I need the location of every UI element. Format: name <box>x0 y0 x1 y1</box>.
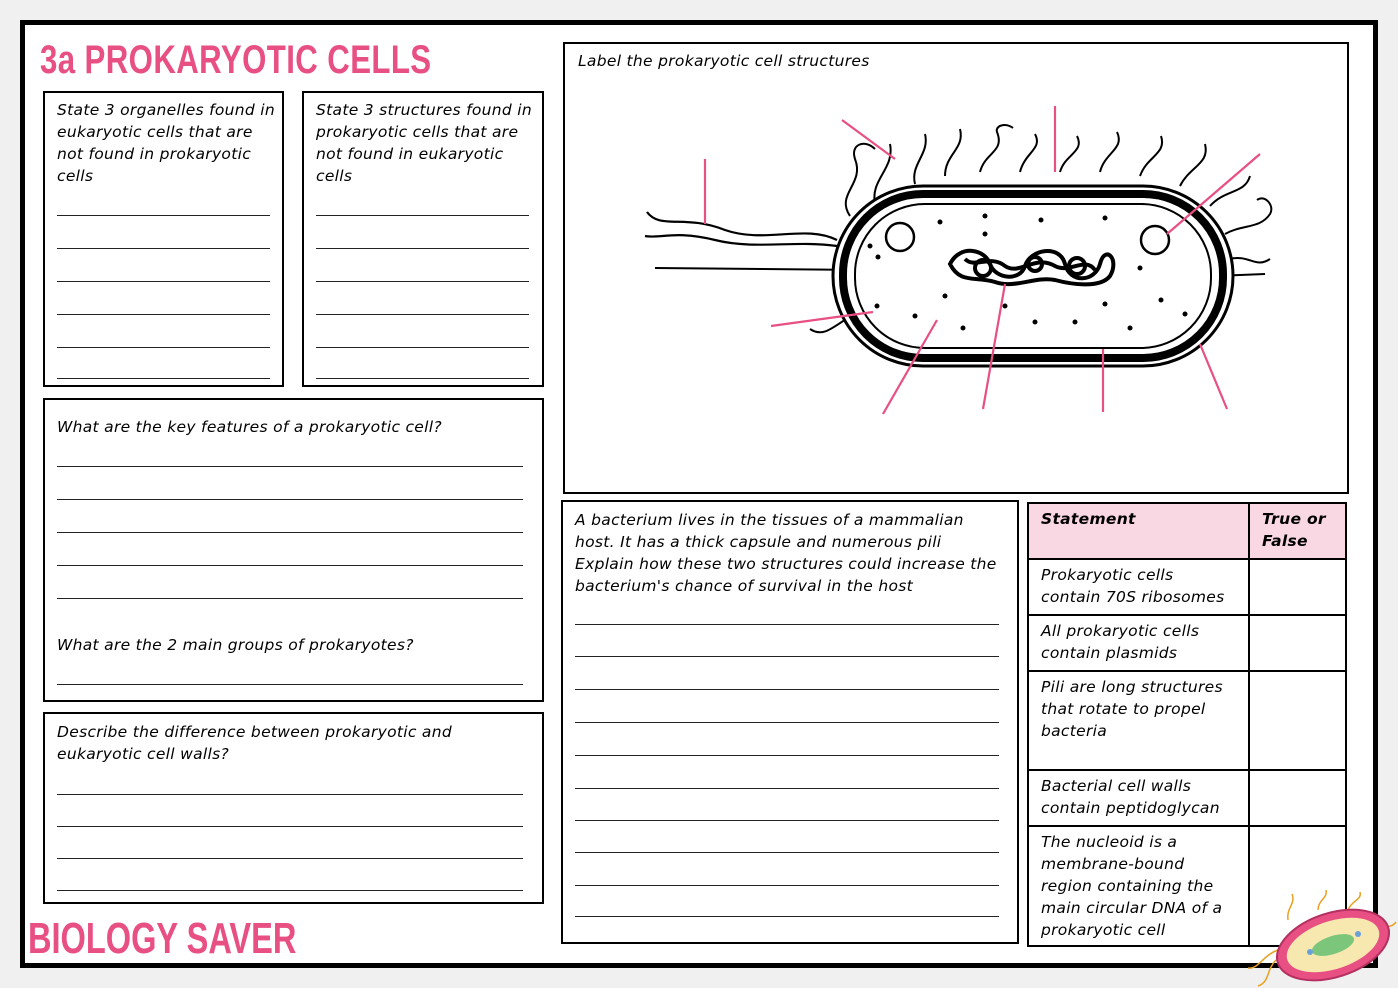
answer-line[interactable] <box>316 215 529 216</box>
features-question-box <box>43 398 544 702</box>
answer-line[interactable] <box>57 598 523 599</box>
bacterium-prompt: A bacterium lives in the tissues of a mammalian host. It has a thick capsule and numerous pili Explain how these two structures could increase the bacterium's chance of survival in the host <box>575 511 997 595</box>
answer-line[interactable] <box>316 314 529 315</box>
features-prompt: What are the key features of a prokaryotic cell? <box>57 418 442 436</box>
answer-line[interactable] <box>57 215 270 216</box>
answer-line[interactable] <box>575 689 999 690</box>
answer-line[interactable] <box>57 890 523 891</box>
answer-line[interactable] <box>575 656 999 657</box>
answer-cell[interactable] <box>1249 615 1346 671</box>
answer-line[interactable] <box>575 722 999 723</box>
answer-line[interactable] <box>575 852 999 853</box>
plasmid <box>886 223 914 251</box>
answer-cell[interactable] <box>1249 671 1346 770</box>
true-false-header: True or False <box>1249 503 1346 559</box>
answer-cell[interactable] <box>1249 770 1346 826</box>
prokaryotic-cell-diagram <box>565 44 1347 492</box>
brand-logo: BIOLOGY SAVER <box>28 914 297 963</box>
page-title: 3a PROKARYOTIC CELLS <box>40 38 432 82</box>
cell-walls-question-box <box>43 712 544 904</box>
flagellum <box>645 235 837 246</box>
answer-line[interactable] <box>316 281 529 282</box>
statement-cell: The nucleoid is a membrane-bound region containing the main circular DNA of a prokaryotic cell <box>1028 826 1249 946</box>
answer-line[interactable] <box>57 794 523 795</box>
structures-prompt: State 3 structures found in prokaryotic cells that are not found in eukaryotic cells <box>316 101 533 185</box>
answer-line[interactable] <box>575 916 999 917</box>
answer-cell[interactable] <box>1249 559 1346 615</box>
answer-line[interactable] <box>575 788 999 789</box>
answer-line[interactable] <box>57 826 523 827</box>
answer-line[interactable] <box>316 378 529 379</box>
answer-line[interactable] <box>575 885 999 886</box>
bacterium-question-box <box>561 500 1019 944</box>
answer-line[interactable] <box>316 347 529 348</box>
statement-header: Statement <box>1028 503 1249 559</box>
groups-prompt: What are the 2 main groups of prokaryotes? <box>57 636 414 654</box>
answer-line[interactable] <box>316 248 529 249</box>
answer-line[interactable] <box>57 684 523 685</box>
statement-cell: All prokaryotic cells contain plasmids <box>1028 615 1249 671</box>
answer-line[interactable] <box>57 314 270 315</box>
answer-line[interactable] <box>57 281 270 282</box>
answer-line[interactable] <box>57 466 523 467</box>
answer-line[interactable] <box>57 347 270 348</box>
answer-line[interactable] <box>575 820 999 821</box>
answer-line[interactable] <box>575 755 999 756</box>
plasmid <box>1141 226 1169 254</box>
diagram-box <box>563 42 1349 494</box>
answer-line[interactable] <box>57 565 523 566</box>
true-false-table <box>1027 502 1347 947</box>
answer-line[interactable] <box>57 248 270 249</box>
answer-line[interactable] <box>57 378 270 379</box>
answer-line[interactable] <box>575 624 999 625</box>
answer-line[interactable] <box>57 499 523 500</box>
statement-cell: Pili are long structures that rotate to propel bacteria <box>1028 671 1249 770</box>
answer-line[interactable] <box>57 532 523 533</box>
statement-cell: Prokaryotic cells contain 70S ribosomes <box>1028 559 1249 615</box>
cell-walls-prompt: Describe the difference between prokaryotic and eukaryotic cell walls? <box>57 723 452 763</box>
diagram-prompt: Label the prokaryotic cell structures <box>578 52 870 70</box>
organelles-question-box <box>43 91 284 387</box>
structures-question-box <box>302 91 544 387</box>
answer-line[interactable] <box>57 858 523 859</box>
organelles-prompt: State 3 organelles found in eukaryotic cells that are not found in prokaryotic cells <box>57 101 276 185</box>
bacterium-illustration-icon <box>1248 890 1398 988</box>
statement-cell: Bacterial cell walls contain peptidoglycan <box>1028 770 1249 826</box>
